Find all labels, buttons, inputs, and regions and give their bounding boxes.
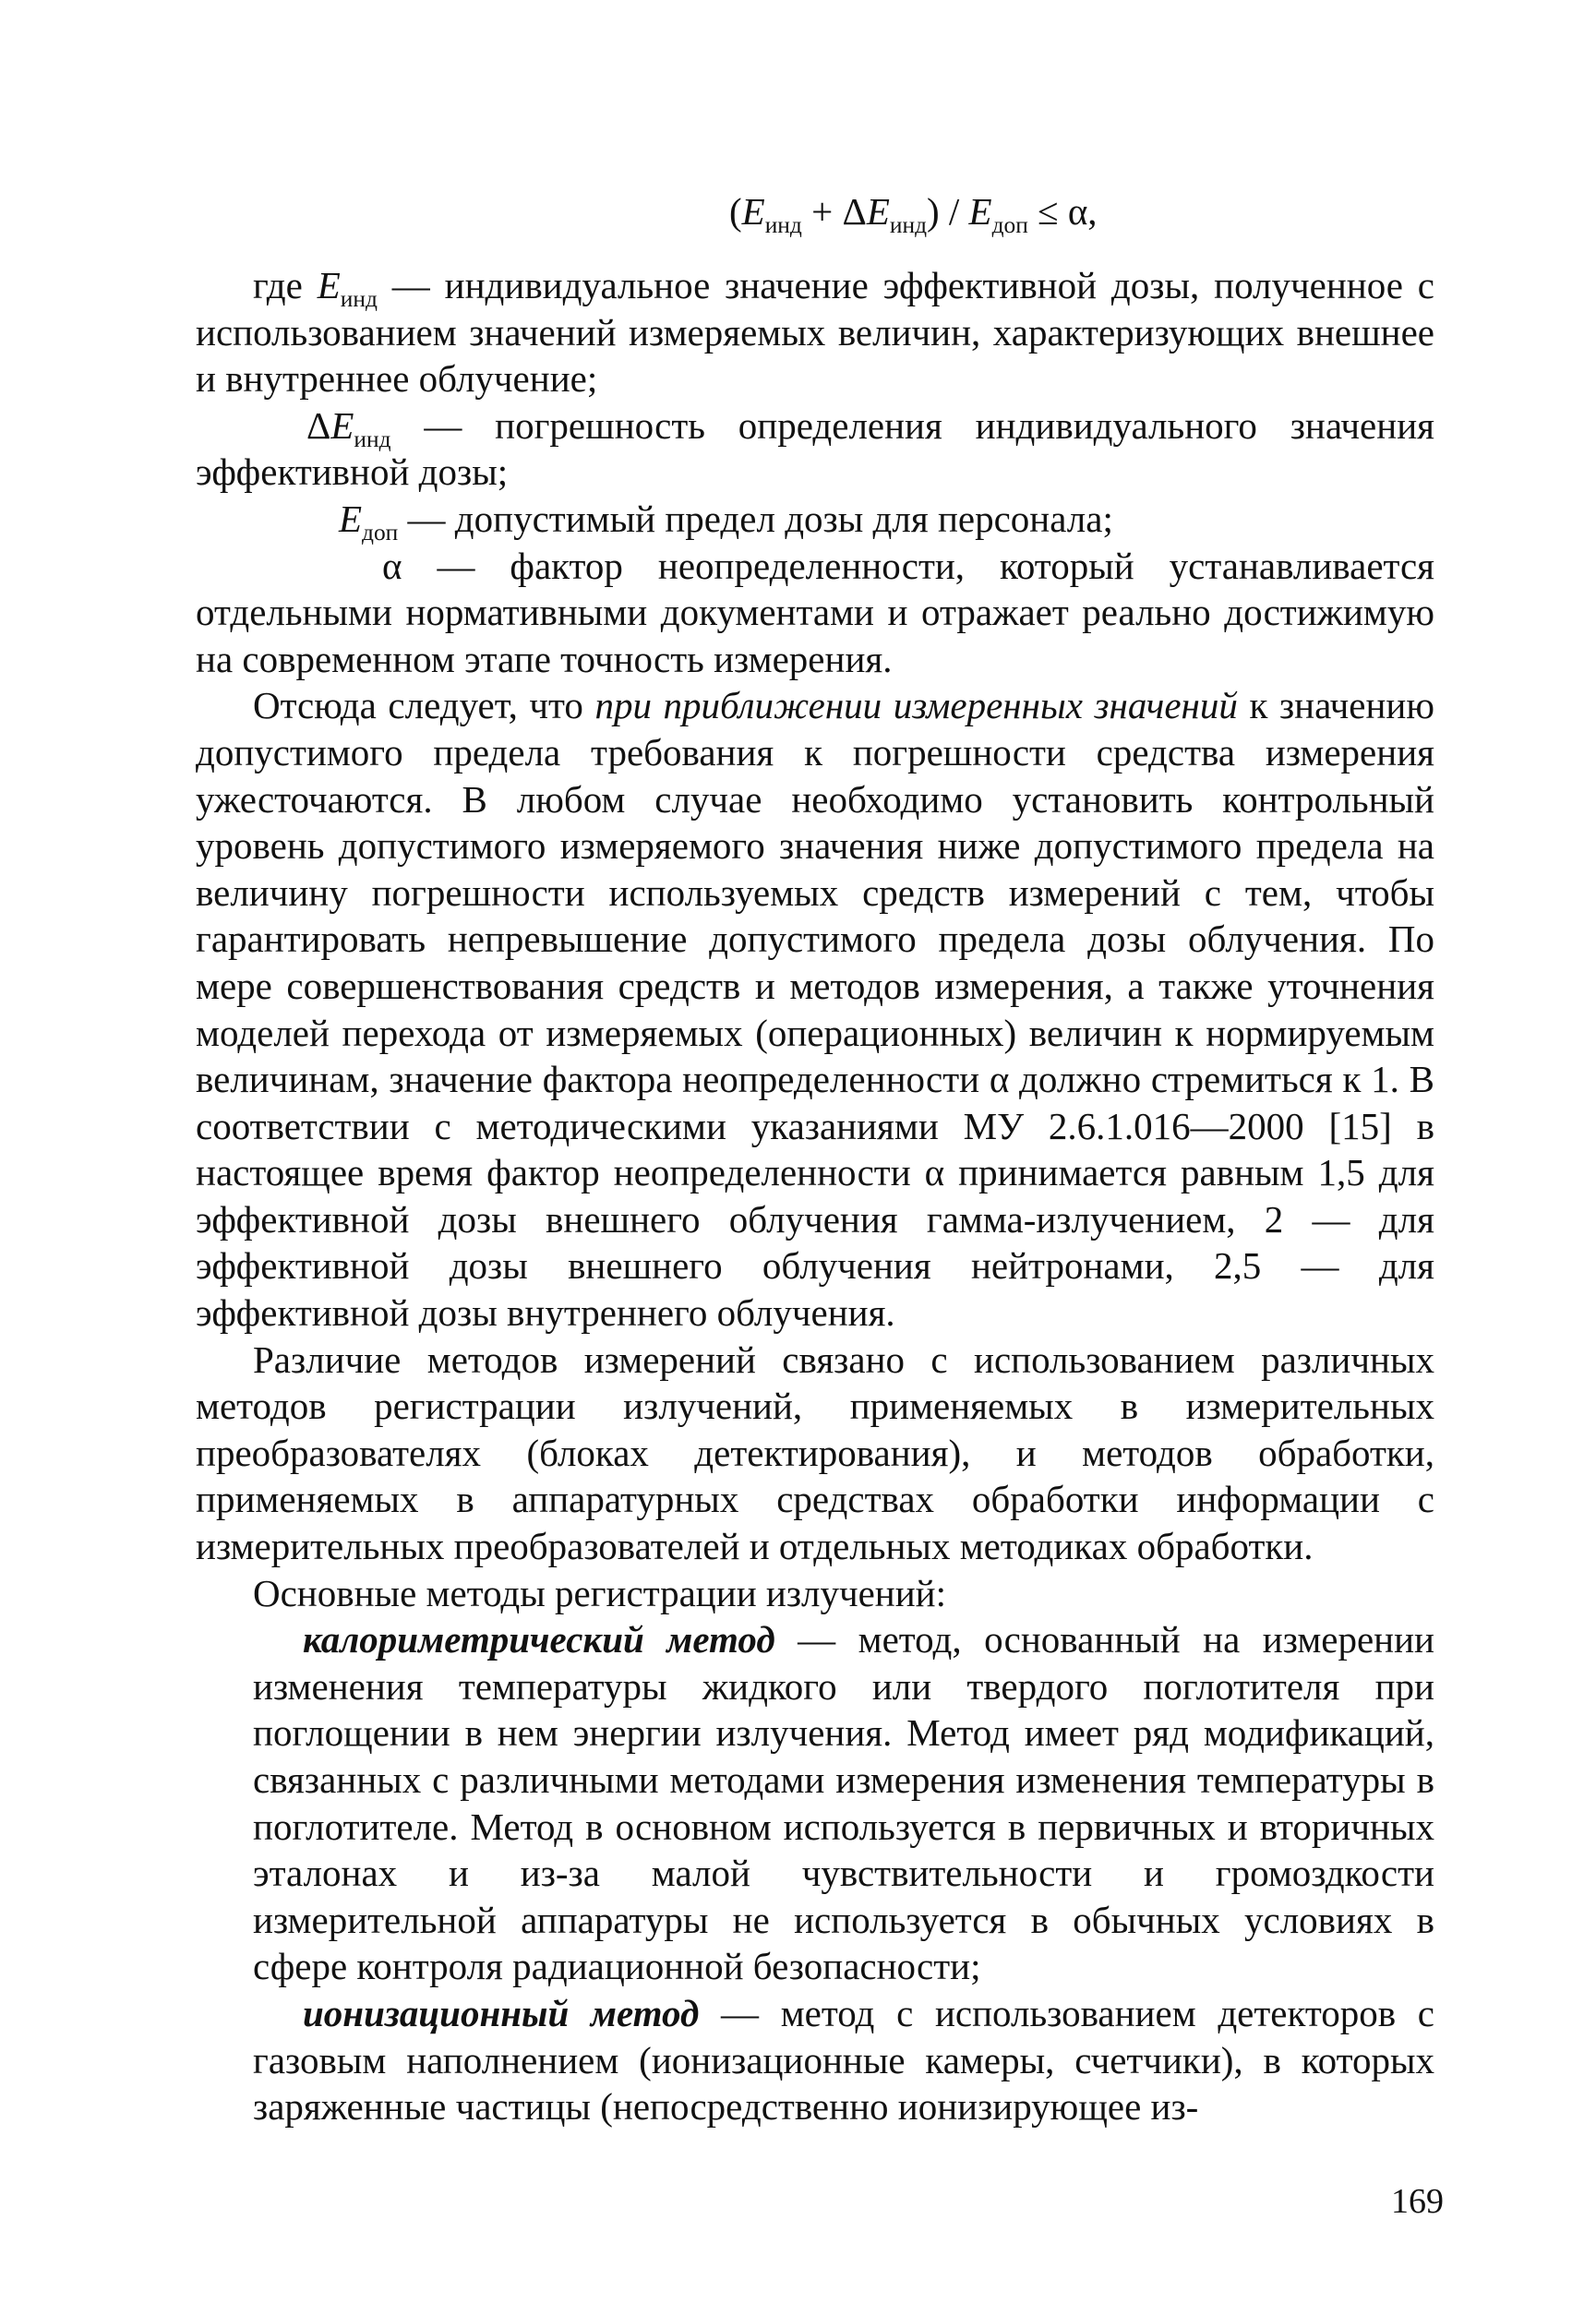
formula-sub-ind: инд [764,211,802,238]
symbol-sub-ind: инд [354,426,391,452]
page-number: 169 [1391,2182,1444,2221]
formula-tail: ≤ α, [1027,190,1098,233]
method-ionization [196,1990,1434,2130]
formula-sub-dop: доп [991,211,1028,238]
definition-e-ind [196,262,1434,402]
paragraph-conclusion [196,682,1434,1336]
method-term: ионизационный метод [303,1991,700,2034]
symbol-sub-dop: доп [362,519,399,546]
formula-e-ind: E [741,190,765,233]
definition-text: — погрешность определения индивидуального значения эффективной дозы; [196,403,1434,494]
paragraph-text: к значению допустимого предела требования к погрешности средства измерения ужесточаются. В любом случае необходимо установить контрольный уровень допустимого измеряемого значения ниже допустимого предела на величину погрешности используемых средств измерений с тем, чтобы гарантировать непревышение допустимого предела дозы облучения. По мере совершенствования средств и методов измерения, а также уточнения моделей перехода от измеряемых (операционных) величин к нормируемым величинам, значение фактора неопределенности α должно стремиться к 1. В соответствии с методическими указаниями МУ 2.6.1.016—2000 [15] в настоящее время фактор неопределенности α принимается равным 1,5 для эффективной дозы внешнего облучения гамма-излучением, 2 — для эффективной дозы внешнего облучения нейтронами, 2,5 — для эффективной дозы внутреннего облучения. [196,684,1435,1335]
paragraph-methods-difference: Различие методов измерений связано с использованием различных методов регистрации излучений, применяемых в измерительных преобразователях (блоках детектирования), и методов обработки, применяемых в аппаратурных средствах обработки информации с измерительных преобразователей и отдельных методиках обработки. [196,1337,1434,1568]
formula-e-dop: E [968,190,992,233]
symbol-e: E [317,264,341,306]
paragraph-text: Отсюда следует, что [253,684,595,727]
definition-where: где [253,264,318,306]
definition-alpha: α — фактор неопределенности, который устанавливается отдельными нормативными документами и отражает реально достижимую на современном этапе точность измерения. [196,544,1434,680]
method-text: — метод, основанный на измерении изменения температуры жидкого или твердого поглотителя при поглощении в нем энергии излучения. Метод имеет ряд модификаций, связанных с различными методами измерения изменения температуры в поглотителе. Метод в основном используется в первичных и вторичных эталонах и из-за малой чувствительности и громоздкости измерительной аппаратуры не используется в обычных условиях в сфере контроля радиационной безопасности; [253,1618,1434,1988]
formula-sub-ind-2: инд [889,211,927,238]
paragraph-emphasis: при приближении измеренных значений [594,684,1238,727]
definition-delta-e-ind [196,402,1434,496]
symbol-e: E [330,403,354,447]
formula-delta-e-ind: E [866,190,890,233]
formula-plus-delta: + Δ [801,190,867,233]
formula-open: ( [729,190,742,233]
symbol-delta: Δ [306,403,331,447]
symbol-e: E [339,497,363,540]
symbol-sub-ind: инд [340,285,378,312]
formula [729,189,1098,238]
definition-text: — индивидуальное значение эффективной дозы, полученное с использованием значений измеряемых величин, характеризующих внешнее и внутреннее облучение; [196,264,1434,401]
method-text: — метод с использованием детекторов с газовым наполнением (ионизационные камеры, счетчики), в которых заряженные частицы (непосредственно ионизирующее из- [253,1991,1434,2129]
paragraph-methods-intro: Основные методы регистрации излучений: [253,1571,947,1614]
formula-divide: ) / [927,190,969,233]
definition-e-dop [196,496,1434,546]
definition-text: — допустимый предел дозы для персонала; [398,497,1113,540]
method-calorimetric [196,1616,1434,1990]
definitions-block [196,262,1434,2130]
method-term: калориметрический метод [303,1618,775,1661]
